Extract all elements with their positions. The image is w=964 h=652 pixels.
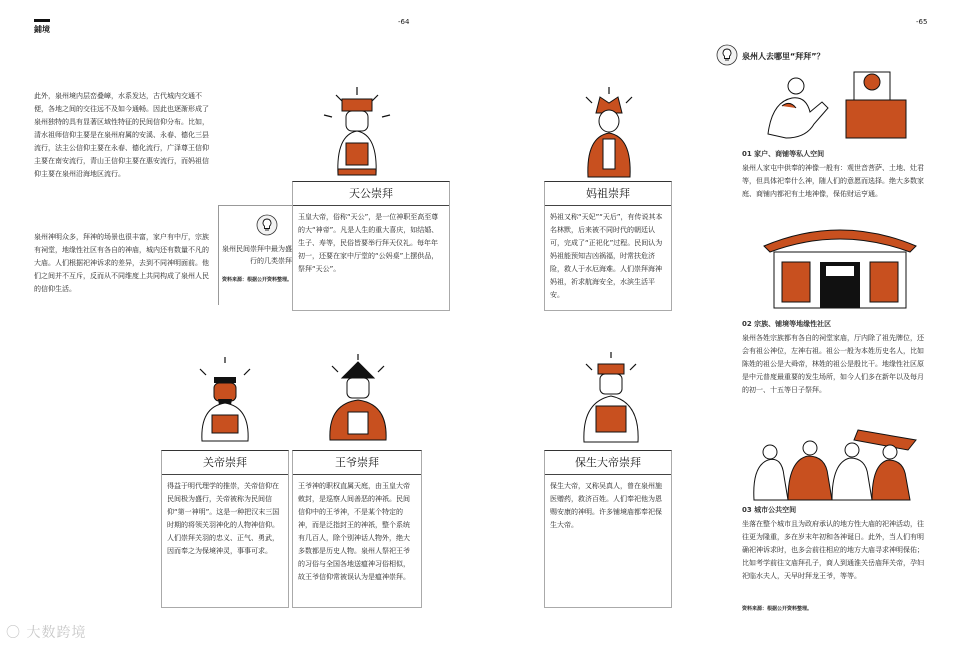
page-number-right: -65: [916, 18, 928, 26]
deity-card-text: 得益于明代理学的推崇，关帝信仰在民间极为盛行，关帝被称为民间信仰“第一神明”。这是一种把汉末三国时期的将领关羽神化的人物神信仰。人们崇拜关羽的忠义、正气、勇武，因而奉之为保境神灵，事事可求。: [167, 482, 280, 555]
lightbulb-icon: [256, 214, 278, 236]
deity-card-text: 保生大帝，又称吴真人，曾在泉州施医赠药，救济百姓。人们奉祀他为恩赐安康的神明。许多铺境庙都奉祀保生大帝。: [550, 482, 662, 529]
jade-emperor-figure: [318, 85, 396, 180]
section-heading-public: 03 城市公共空间: [742, 506, 797, 514]
section-body-clan: 泉州各姓宗族都有各自的祠堂家庙，厅内除了祖先牌位，还会有祖公神位，左神右祖。祖公一般为本姓历史名人，比如陈姓的祖公是大舜帝，林姓的祖公是殷比干。地缘性社区原是中元普度最重要的发生场所，如今人们多在新年以及每月的初一、十五等日子祭拜。: [742, 334, 924, 394]
baosheng-dadi-figure: [570, 350, 652, 445]
deity-card-title: 天公崇拜: [293, 182, 449, 206]
source-note: 资料来源：根据公开资料整理。: [742, 606, 813, 612]
deity-card-wangye: [292, 450, 422, 608]
deity-card-text: 妈祖又称“天妃”“天后”，有传说其本名林默，后来被不同时代的朝廷认可，完成了“正祀化”过程。民间认为妈祖能预知吉凶祸福，时常扶危济险，救人于水厄海难。人们崇拜海神妈祖，祈求航海安全，水滨生活平安。: [550, 213, 663, 299]
guandi-figure: [186, 355, 264, 445]
deity-card-text: 玉皇大帝，俗称“天公”，是一位神职至高至尊的大“神帝”。凡是人生的重大喜庆，如结婚、生子、寿等，民俗皆要举行拜天仪礼。每年年初一，还要在家中厅堂的“公妈桌”上摆供品，祭拜“天公”。: [298, 213, 439, 273]
mazu-figure: [570, 85, 648, 180]
section-heading-household: 01 家户、商铺等私人空间: [742, 150, 825, 158]
section-label: 鋪境: [34, 25, 50, 34]
note-source: 资料来源：根据公开资料整理。: [221, 277, 292, 283]
deity-card-title: 关帝崇拜: [162, 451, 288, 475]
ancestral-hall-illustration: [760, 212, 920, 312]
deity-card-title: 妈祖崇拜: [545, 182, 671, 206]
section-body-household: 泉州人家屯中供奉的神像一般有：观世音菩萨、土地、灶君等，但具体祀奉什么神，随人们的意愿而选择。绝大多数家庭、商铺内都祀有土地神像，保佑财运亨通。: [742, 164, 924, 198]
deity-card-tiangong: [292, 181, 450, 311]
intro-paragraph-2: 泉州神明众多，拜神的场景也很丰富，家户有中厅，宗族有祠堂，地缘性社区有各自的神庙，城内还有数量不凡的大庙。人们根据祀神诉求的差异，去到不同神明面前。他们之间并不互斥，反而从不同维度上共同构成了泉州人民的信仰生活。: [34, 233, 209, 293]
deity-card-text: 王爷神的职权直属天庭，由玉皇大帝敕封，是巡察人间善恶的神祇。民间信仰中的王爷神，不是某个特定的神，而是泛指封王的神祇，整个系统有几百人，除个别神话人物外，绝大多数都是历史人物。泉州人祭祀王爷的习俗与全国各地送瘟神习俗相似，故王爷信仰常被误认为是瘟神崇拜。: [298, 482, 410, 581]
deity-card-baosheng: [544, 450, 672, 608]
public-festival-illustration: [748, 416, 922, 502]
watermark-logo: 〇 大数跨境: [6, 625, 87, 641]
worship-places-title: 泉州人去哪里“拜拜”？: [742, 52, 825, 61]
section-heading-clan: 02 宗族、铺境等地缘性社区: [742, 320, 832, 328]
intro-paragraph-1: 此外，泉州境内层峦叠嶂，水系发达，古代城内交通不便，各地之间的交往远不及如今通畅。因此也逐渐形成了泉州独特的具有显著区域性特征的民间信仰分布。比如，清水祖师信仰主要是在泉州府属的安溪、永春、德化三县流行，法主公信仰主要在永春、德化流行，广泽尊王信仰主要在南安流行，青山王信仰主要在惠安流行，而妈祖信仰主要在泉州沿海地区流行。: [34, 92, 209, 178]
deity-card-guandi: [161, 450, 289, 608]
note-title: 泉州民间崇拜中最为盛行的几类崇拜: [222, 245, 292, 265]
header-rule: [34, 19, 50, 22]
deity-card-mazu: [544, 181, 672, 311]
section-body-public: 坐落在整个城市且为政府承认的地方性大庙的祀神活动，往往更为隆重，多在岁末年初和各神诞日。此外，当人们有明确祀神诉求时，也多会前往相应的地方大庙寻求神明保佑；比如考学前往文庙拜孔子，商人到通淮关岳庙拜关帝，孕妇祀临水夫人，天早时拜龙王爷，等等。: [742, 520, 924, 580]
page-number-left: -64: [398, 18, 410, 26]
lightbulb-icon: [716, 44, 738, 66]
household-worship-illustration: [762, 62, 912, 142]
wangye-figure: [318, 352, 398, 444]
deity-card-title: 保生大帝崇拜: [545, 451, 671, 475]
deity-card-title: 王爷崇拜: [293, 451, 421, 475]
